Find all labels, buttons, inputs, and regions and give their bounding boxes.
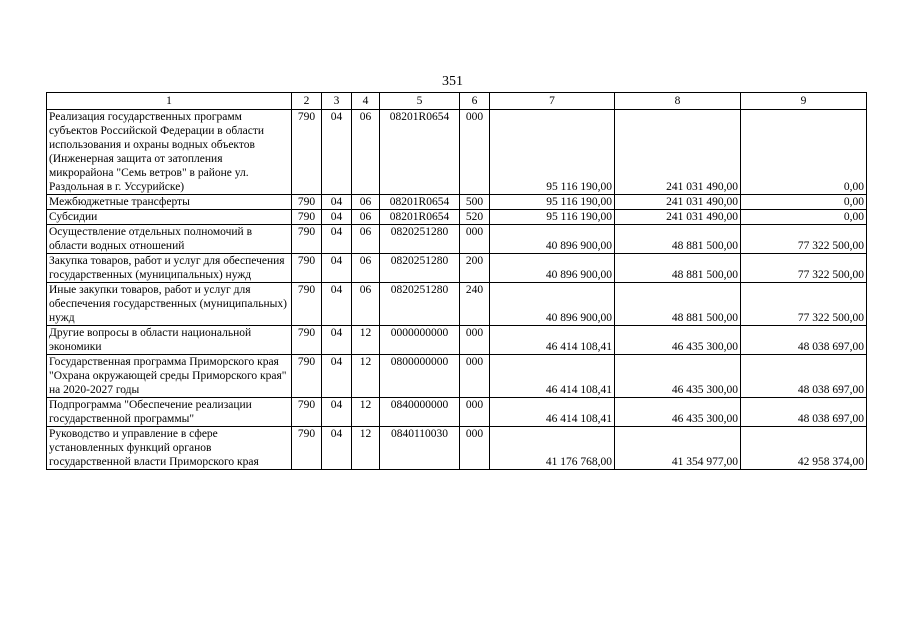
row-amount-7: 40 896 900,00 [490, 283, 615, 326]
row-amount-8: 46 435 300,00 [615, 398, 741, 427]
row-code-5: 08201R0654 [380, 195, 460, 210]
row-code-4: 12 [352, 355, 380, 398]
row-amount-7: 46 414 108,41 [490, 398, 615, 427]
row-name: Руководство и управление в сфере установленных функций органов государственной власти Приморского края [47, 427, 292, 470]
page-number: 351 [442, 74, 463, 89]
header-cell-8: 8 [615, 93, 741, 110]
table-header [47, 93, 867, 110]
row-code-2: 790 [292, 225, 322, 254]
row-code-6: 000 [460, 225, 490, 254]
row-code-5: 0800000000 [380, 355, 460, 398]
row-code-5: 08201R0654 [380, 110, 460, 195]
row-amount-9: 42 958 374,00 [741, 427, 867, 470]
row-amount-8: 241 031 490,00 [615, 195, 741, 210]
row-name: Подпрограмма "Обеспечение реализации государственной программы" [47, 398, 292, 427]
row-code-3: 04 [322, 355, 352, 398]
header-cell-6: 6 [460, 93, 490, 110]
row-code-2: 790 [292, 355, 322, 398]
row-code-5: 08201R0654 [380, 210, 460, 225]
row-code-2: 790 [292, 254, 322, 283]
table-row [47, 210, 867, 225]
row-amount-8: 241 031 490,00 [615, 110, 741, 195]
row-code-5: 0820251280 [380, 225, 460, 254]
table-row [47, 427, 867, 470]
row-amount-8: 241 031 490,00 [615, 210, 741, 225]
row-code-6: 520 [460, 210, 490, 225]
table-row [47, 254, 867, 283]
header-cell-9: 9 [741, 93, 867, 110]
row-code-2: 790 [292, 326, 322, 355]
row-name: Закупка товаров, работ и услуг для обеспечения государственных (муниципальных) нужд [47, 254, 292, 283]
row-code-6: 000 [460, 398, 490, 427]
row-amount-9: 0,00 [741, 110, 867, 195]
row-code-2: 790 [292, 110, 322, 195]
row-name: Межбюджетные трансферты [47, 195, 292, 210]
row-amount-9: 48 038 697,00 [741, 398, 867, 427]
row-amount-7: 46 414 108,41 [490, 326, 615, 355]
header-cell-2: 2 [292, 93, 322, 110]
row-code-4: 12 [352, 326, 380, 355]
row-code-3: 04 [322, 210, 352, 225]
row-name: Иные закупки товаров, работ и услуг для обеспечения государственных (муниципальных) нужд [47, 283, 292, 326]
row-amount-8: 46 435 300,00 [615, 355, 741, 398]
row-code-4: 06 [352, 110, 380, 195]
table-row [47, 195, 867, 210]
row-code-3: 04 [322, 326, 352, 355]
row-amount-9: 48 038 697,00 [741, 355, 867, 398]
row-amount-7: 46 414 108,41 [490, 355, 615, 398]
row-code-3: 04 [322, 195, 352, 210]
row-amount-7: 40 896 900,00 [490, 254, 615, 283]
row-code-4: 06 [352, 254, 380, 283]
row-amount-9: 77 322 500,00 [741, 254, 867, 283]
row-amount-7: 40 896 900,00 [490, 225, 615, 254]
row-amount-8: 48 881 500,00 [615, 225, 741, 254]
row-name: Государственная программа Приморского края "Охрана окружающей среды Приморского края" на 2020-2027 годы [47, 355, 292, 398]
row-name: Реализация государственных программ субъектов Российской Федерации в области использования и охраны водных объектов (Инженерная защита от затопления микрорайона "Семь ветров" в районе ул. Раздольная в г. Уссурийске) [47, 110, 292, 195]
header-row [47, 93, 867, 110]
table-row [47, 326, 867, 355]
table-body [47, 110, 867, 470]
row-code-4: 06 [352, 225, 380, 254]
header-cell-1: 1 [47, 93, 292, 110]
budget-table [46, 92, 867, 470]
table-row [47, 110, 867, 195]
row-code-2: 790 [292, 210, 322, 225]
row-code-5: 0820251280 [380, 254, 460, 283]
row-code-6: 500 [460, 195, 490, 210]
row-code-3: 04 [322, 283, 352, 326]
row-code-6: 000 [460, 355, 490, 398]
row-code-2: 790 [292, 195, 322, 210]
row-name: Субсидии [47, 210, 292, 225]
table-row [47, 283, 867, 326]
row-amount-7: 95 116 190,00 [490, 210, 615, 225]
row-name: Осуществление отдельных полномочий в области водных отношений [47, 225, 292, 254]
row-code-4: 12 [352, 427, 380, 470]
header-cell-3: 3 [322, 93, 352, 110]
row-code-6: 240 [460, 283, 490, 326]
row-code-5: 0000000000 [380, 326, 460, 355]
row-code-6: 000 [460, 110, 490, 195]
row-amount-8: 48 881 500,00 [615, 283, 741, 326]
row-amount-7: 95 116 190,00 [490, 110, 615, 195]
row-amount-8: 41 354 977,00 [615, 427, 741, 470]
row-amount-7: 41 176 768,00 [490, 427, 615, 470]
table-row [47, 398, 867, 427]
row-amount-9: 48 038 697,00 [741, 326, 867, 355]
row-code-3: 04 [322, 427, 352, 470]
row-amount-9: 77 322 500,00 [741, 283, 867, 326]
row-code-5: 0840110030 [380, 427, 460, 470]
header-cell-4: 4 [352, 93, 380, 110]
row-amount-9: 0,00 [741, 195, 867, 210]
header-cell-7: 7 [490, 93, 615, 110]
row-code-6: 200 [460, 254, 490, 283]
row-code-3: 04 [322, 398, 352, 427]
row-code-3: 04 [322, 254, 352, 283]
row-code-4: 12 [352, 398, 380, 427]
row-code-6: 000 [460, 427, 490, 470]
row-code-2: 790 [292, 398, 322, 427]
row-code-3: 04 [322, 225, 352, 254]
table-row [47, 355, 867, 398]
row-amount-8: 48 881 500,00 [615, 254, 741, 283]
row-amount-9: 77 322 500,00 [741, 225, 867, 254]
row-code-5: 0840000000 [380, 398, 460, 427]
row-code-4: 06 [352, 195, 380, 210]
row-amount-8: 46 435 300,00 [615, 326, 741, 355]
row-code-5: 0820251280 [380, 283, 460, 326]
row-amount-9: 0,00 [741, 210, 867, 225]
row-code-4: 06 [352, 283, 380, 326]
table-row [47, 225, 867, 254]
row-code-3: 04 [322, 110, 352, 195]
row-code-2: 790 [292, 283, 322, 326]
row-amount-7: 95 116 190,00 [490, 195, 615, 210]
row-code-4: 06 [352, 210, 380, 225]
row-name: Другие вопросы в области национальной экономики [47, 326, 292, 355]
row-code-2: 790 [292, 427, 322, 470]
header-cell-5: 5 [380, 93, 460, 110]
row-code-6: 000 [460, 326, 490, 355]
